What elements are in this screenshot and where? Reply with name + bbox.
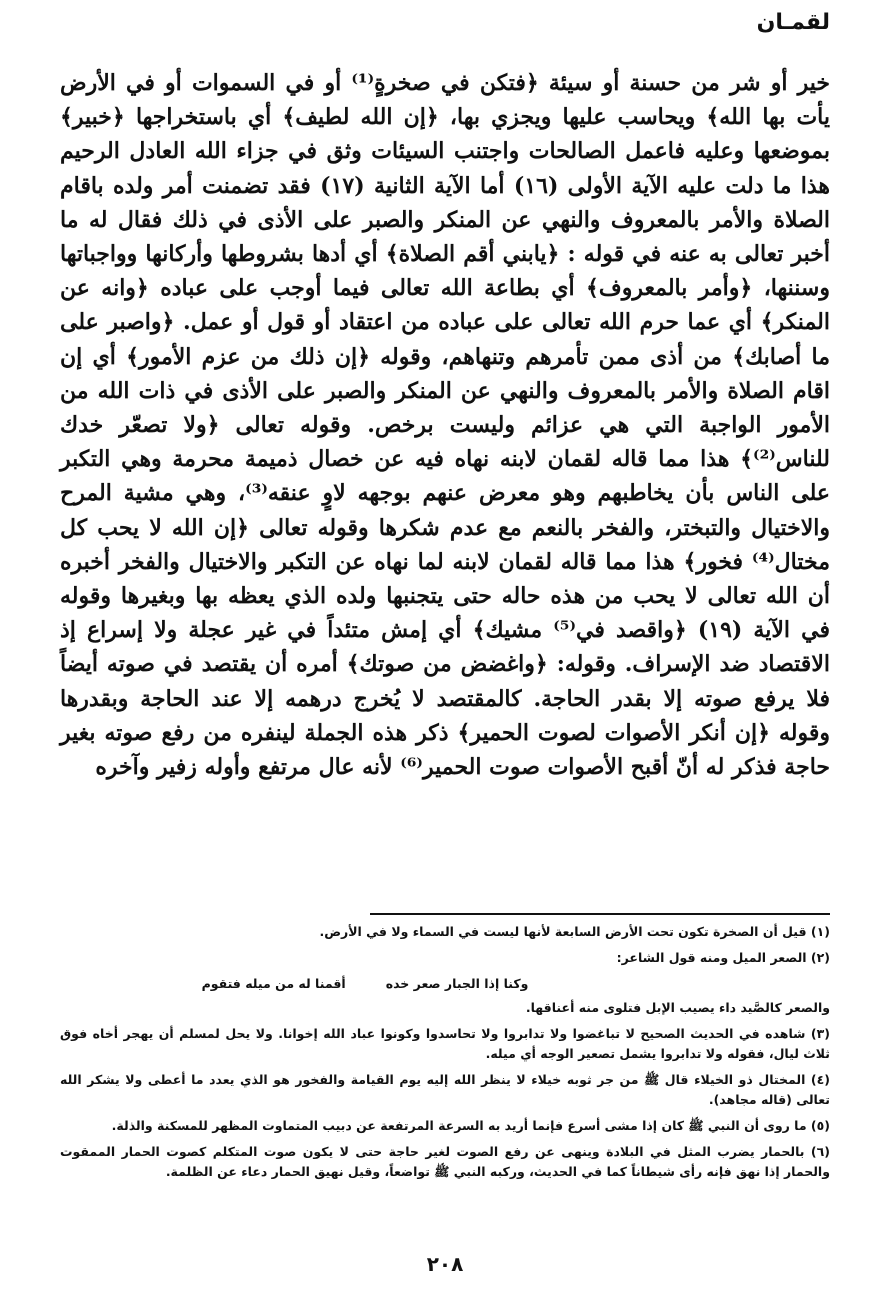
footnotes-section bbox=[60, 922, 830, 1188]
verse-first-half: وكنا إذا الجبار صعر خده bbox=[385, 976, 529, 991]
page-number: ٢٠٨ bbox=[426, 1252, 464, 1276]
footnote-2: (٢) الصعر الميل ومنه قول الشاعر: bbox=[616, 950, 830, 965]
footnote-separator bbox=[370, 913, 830, 915]
footnote-4: (٤) المختال ذو الخيلاء قال ﷺ من جر ثوبه خيلاء لا ينظر الله إليه يوم القيامة والفخور هو الذي يعدد ما أعطى ولا يشكر الله تعالى (قاله مجاهد). bbox=[60, 1072, 830, 1107]
footnote-2-continuation: والصعر كالصَّيد داء يصيب الإبل فتلوى منه أعناقها. bbox=[525, 1000, 830, 1015]
body-paragraph: خير أو شر من حسنة أو سيئة ﴿فتكن في صخرةٍ⁽¹⁾ أو في السموات أو في الأرض يأت بها الله﴾ ويحاسب عليها ويجزي بها، ﴿إن الله لطيف﴾ أي باستخراجها ﴿خبير﴾ بموضعها وعليه فاعمل الصالحات واجتنب السيئات وثق في جزاء الله العادل الرحيم هذا ما دلت عليه الآية الأولى (١٦) أما الآية الثانية (١٧) فقد تضمنت أمر ولده باقام الصلاة والأمر بالمعروف والنهي عن المنكر والصبر على الأذى في ذلك فقال له ما أخبر تعالى به عنه في قوله : ﴿يابني أقم الصلاة﴾ أي أدها بشروطها وأركانها وواجباتها وسننها، ﴿وأمر بالمعروف﴾ أي بطاعة الله تعالى فيما أوجب على عباده ﴿وانه عن المنكر﴾ أي عما حرم الله تعالى على عباده من اعتقاد أو قول أو عمل. ﴿واصبر على ما أصابك﴾ من أذى ممن تأمرهم وتنهاهم، وقوله ﴿إن ذلك من عزم الأمور﴾ أي إن اقام الصلاة والأمر بالمعروف والنهي عن المنكر والصبر على الأذى في ذات الله من الأمور الواجبة التي هي عزائم وليست برخص. وقوله تعالى ﴿ولا تصعّر خدك للناس⁽²⁾﴾ هذا مما قاله لقمان لابنه نهاه فيه عن خصال ذميمة محرمة وهي التكبر على الناس بأن يخاطبهم وهو معرض عنهم بوجهه لاوٍ عنقه⁽³⁾، وهي مشية المرح والاختيال والتبختر، والفخر بالنعم مع عدم شكرها وقوله تعالى ﴿إن الله لا يحب كل مختال⁽⁴⁾ فخور﴾ هذا مما قاله لقمان لابنه لما نهاه عن التكبر والاختيال والفخر أخبره أن الله تعالى لا يحب من هذه حاله حتى يتجنبها ولده الذي يعظه بها وبغيرها وقوله في الآية (١٩) ﴿واقصد في⁽⁵⁾ مشيك﴾ أي إمش متئداً في غير عجلة ولا إسراع إذ الاقتصاد ضد الإسراف. وقوله: ﴿واغضض من صوتك﴾ أمره أن يقتصد في صوته أيضاً فلا يرفع صوته إلا بقدر الحاجة. كالمقتصد لا يُخرج درهمه إلا عند الحاجة وبقدرها وقوله ﴿إن أنكر الأصوات لصوت الحمير﴾ ذكر هذه الجملة لينفره من رفع صوته بغير حاجة فذكر له أنّ أقبح الأصوات صوت الحمير⁽⁶⁾ لأنه عال مرتفع وأوله زفير وآخره bbox=[60, 70, 830, 781]
footnote-3: (٣) شاهده في الحديث الصحيح لا تباغضوا ولا تدابروا ولا تحاسدوا وكونوا عباد الله إخوانا. ولا يحل لمسلم أن يهجر أخاه فوق ثلاث ليال، فقوله ولا تدابروا يشمل تصعير الوجه أي ميله. bbox=[60, 1026, 830, 1061]
footnote-6: (٦) بالحمار يضرب المثل في البلادة وينهى عن رفع الصوت لغير حاجة حتى لا يكون صوت المتكلم كصوت الحمار الممقوت والحمار إذا نهق فإنه رأى شيطاناً كما في الحديث، وركبه النبي ﷺ تواضعاً، وقيل نهيق الحمار دعاء عن الظلمة. bbox=[60, 1144, 830, 1179]
footnote-5: (٥) ما روى أن النبي ﷺ كان إذا مشى أسرع فإنما أريد به السرعة المرتفعة عن دبيب المتماوت المظهر للمسكنة والذلة. bbox=[111, 1118, 830, 1133]
main-text bbox=[60, 66, 830, 784]
poetry-verse bbox=[60, 974, 830, 994]
footnote-1: (١) قيل أن الصخرة تكون تحت الأرض السابعة لأنها ليست في السماء ولا في الأرض. bbox=[319, 924, 830, 939]
verse-second-half: أقمنا له من ميله فتقوم bbox=[201, 976, 346, 991]
page-header-title: لقمـان bbox=[756, 10, 830, 35]
